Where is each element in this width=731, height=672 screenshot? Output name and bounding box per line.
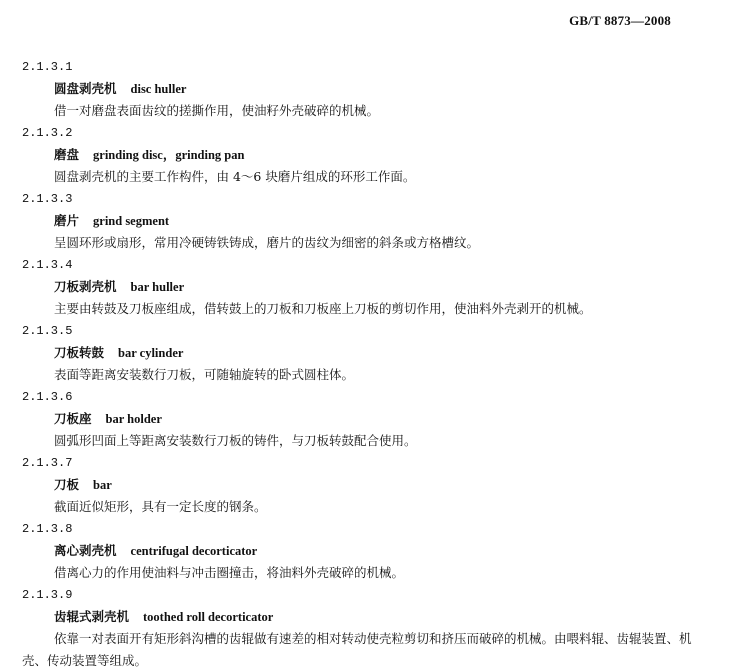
term-heading: [54, 540, 731, 562]
term-english: disc huller: [130, 82, 187, 96]
term-english: bar huller: [130, 280, 185, 294]
term-english: grinding disc，grinding pan: [93, 148, 245, 162]
term-chinese: 刀板剥壳机: [54, 279, 117, 294]
term-entry: [0, 452, 731, 518]
term-heading: [54, 474, 731, 496]
term-definition: 表面等距离安装数行刀板，可随轴旋转的卧式圆柱体。: [54, 367, 355, 382]
term-english: bar cylinder: [118, 346, 184, 360]
term-english: bar holder: [105, 412, 162, 426]
term-english: bar: [93, 478, 112, 492]
clause-number: 2.1.3.4: [22, 258, 73, 272]
term-entry: [0, 320, 731, 386]
term-heading: [54, 342, 731, 364]
clause-number: 2.1.3.1: [22, 60, 73, 74]
term-definition: 主要由转鼓及刀板座组成，借转鼓上的刀板和刀板座上刀板的剪切作用，使油料外壳剥开的机械。: [54, 301, 592, 316]
term-definition: 圆盘剥壳机的主要工作构件，由 4～6 块磨片组成的环形工作面。: [54, 169, 416, 184]
term-chinese: 刀板转鼓: [54, 345, 105, 360]
clause-number: 2.1.3.7: [22, 456, 73, 470]
term-entry: [0, 122, 731, 188]
term-entry: [0, 56, 731, 122]
term-heading: [54, 276, 731, 298]
term-heading: [54, 408, 731, 430]
term-definition: 依靠一对表面开有矩形斜沟槽的齿辊做有速差的相对转动使壳粒剪切和挤压而破碎的机械。由喂料辊、齿辊装置、机壳、传动装置等组成。: [22, 631, 692, 668]
term-entry: [0, 584, 731, 672]
term-chinese: 离心剥壳机: [54, 543, 117, 558]
clause-number: 2.1.3.2: [22, 126, 73, 140]
term-definition: 呈圆环形或扇形，常用冷硬铸铁铸成，磨片的齿纹为细密的斜条或方格槽纹。: [54, 235, 480, 250]
term-english: toothed roll decorticator: [143, 610, 274, 624]
term-heading: [54, 144, 731, 166]
term-definition: 借一对磨盘表面齿纹的搓撕作用，使油籽外壳破碎的机械。: [54, 103, 380, 118]
clause-number: 2.1.3.5: [22, 324, 73, 338]
term-chinese: 刀板座: [54, 411, 92, 426]
term-chinese: 圆盘剥壳机: [54, 81, 117, 96]
term-english: grind segment: [93, 214, 170, 228]
term-entry: [0, 386, 731, 452]
term-definition: 圆弧形凹面上等距离安装数行刀板的铸件，与刀板转鼓配合使用。: [54, 433, 417, 448]
term-english: centrifugal decorticator: [130, 544, 258, 558]
term-chinese: 齿辊式剥壳机: [54, 609, 130, 624]
term-definition: 截面近似矩形，具有一定长度的钢条。: [54, 499, 267, 514]
term-entry: [0, 188, 731, 254]
term-heading: [54, 606, 731, 628]
term-chinese: 磨片: [54, 213, 80, 228]
clause-number: 2.1.3.6: [22, 390, 73, 404]
term-entry: [0, 518, 731, 584]
term-entry: [0, 254, 731, 320]
clause-number: 2.1.3.9: [22, 588, 73, 602]
term-definition: 借离心力的作用使油料与冲击圈撞击，将油料外壳破碎的机械。: [54, 565, 405, 580]
term-heading: [54, 78, 731, 100]
term-heading: [54, 210, 731, 232]
clause-number: 2.1.3.8: [22, 522, 73, 536]
term-entries: [0, 56, 731, 672]
term-chinese: 刀板: [54, 477, 80, 492]
clause-number: 2.1.3.3: [22, 192, 73, 206]
term-chinese: 磨盘: [54, 147, 80, 162]
document-code: GB/T 8873—2008: [569, 13, 671, 28]
